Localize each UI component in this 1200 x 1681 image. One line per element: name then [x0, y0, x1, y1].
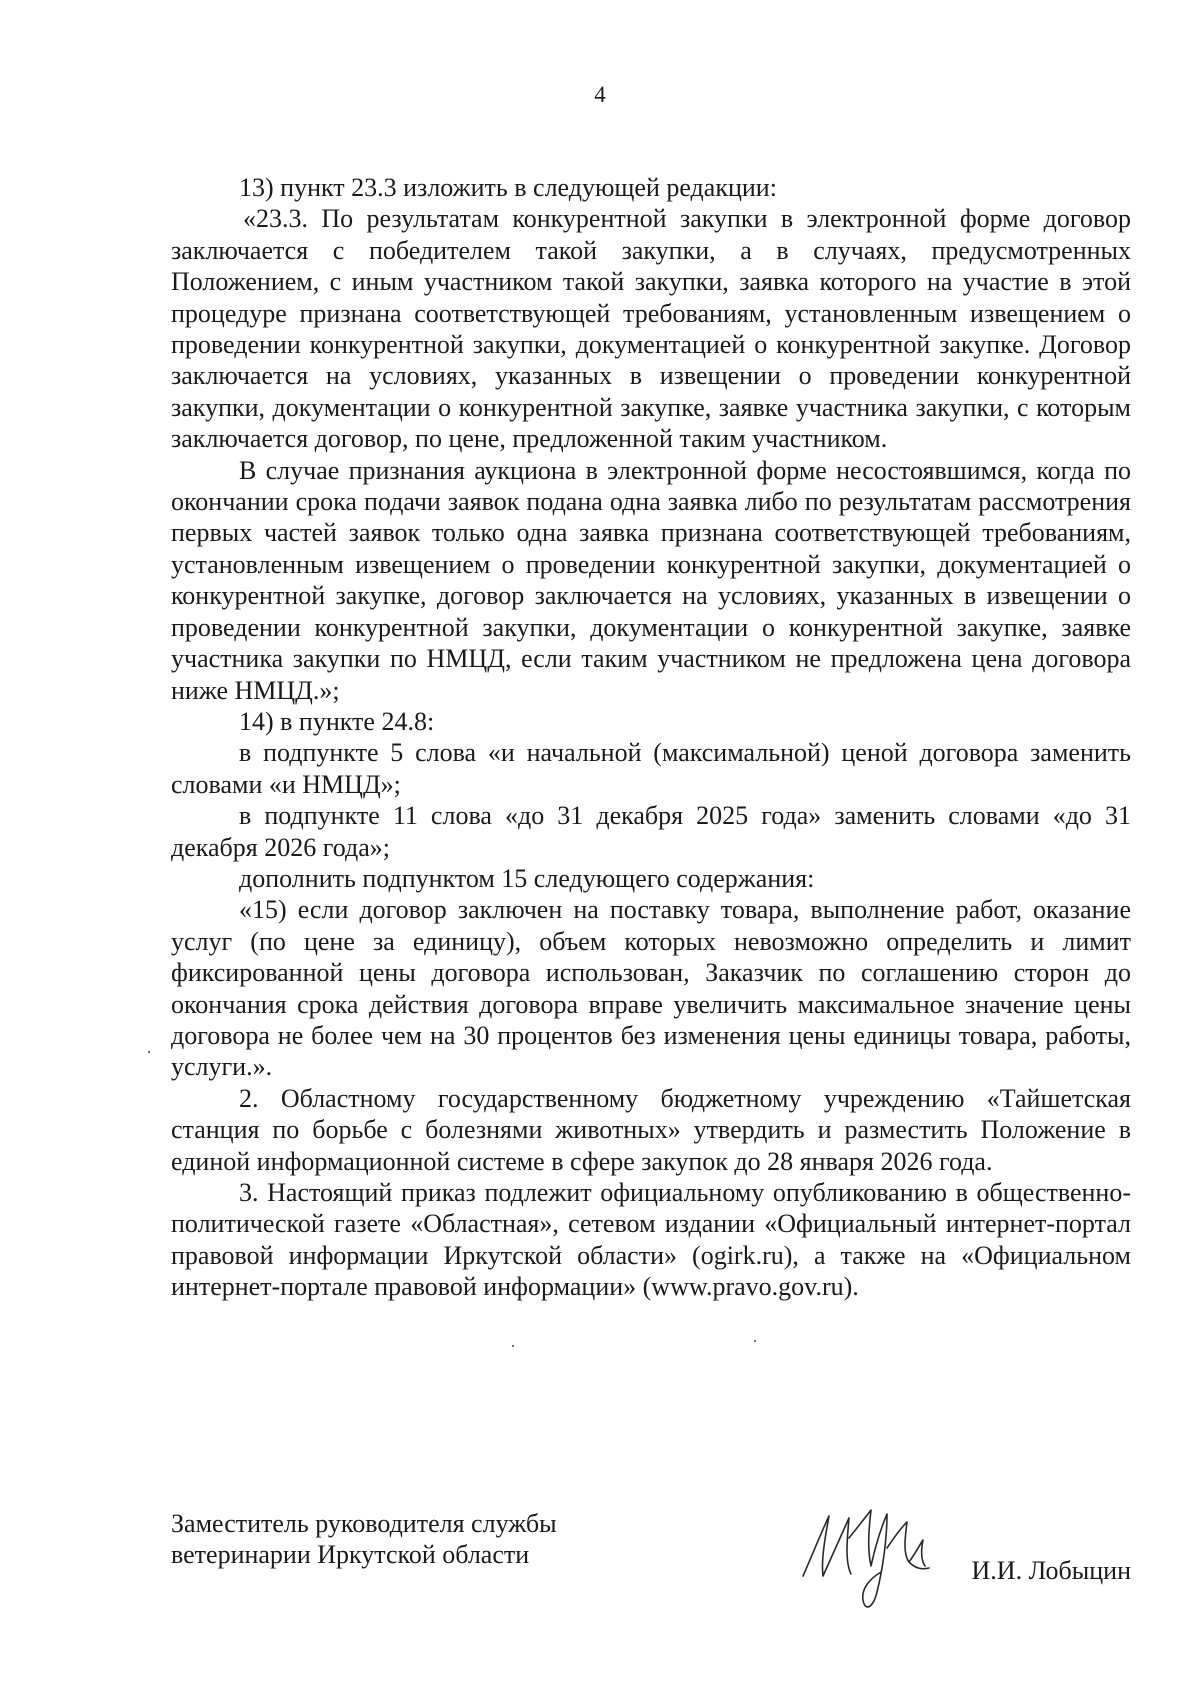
- page-number: 4: [594, 82, 606, 107]
- paragraph-subitem-5: в подпункте 5 слова «и начальной (максимальной) ценой договора заменить словами «и НМЦД»;: [171, 738, 1131, 799]
- signatory-position-line-2: ветеринарии Иркутской области: [171, 1540, 530, 1570]
- paragraph-subitem-11: в подпункте 11 слова «до 31 декабря 2025 года» заменить словами «до 31 декабря 2026 года»;: [171, 801, 1131, 862]
- paragraph-point-3: 3. Настоящий приказ подлежит официальному опубликованию в общественно-политической газете «Областная», сетевом издании «Официальный интернет-портал правовой информации Иркутской области» (ogirk.ru), а также на «Официальном интернет-портале правовой информации» (www.pravo.gov.ru).: [171, 1178, 1131, 1302]
- scan-speck: [512, 1345, 514, 1347]
- paragraph-quote-23-3: «23.3. По результатам конкурентной закупки в электронной форме договор заключается с победителем такой закупки, а в случаях, предусмотренных Положением, с иным участником такой закупки, заявка которого на участие в этой процедуре признана соответствующей требованиям, установленным извещением о проведении конкурентной закупки, документацией о конкурентной закупке. Договор заключается на условиях, указанных в извещении о проведении конкурентной закупки, документации о конкурентной закупке, заявке участника закупки, с которым заключается договор, по цене, предложенной таким участником.: [171, 204, 1131, 454]
- scan-speck: [754, 1340, 756, 1342]
- handwritten-signature: [791, 1488, 941, 1618]
- signatory-position: [171, 1508, 557, 1571]
- document-body: [171, 172, 1131, 1303]
- paragraph-item-14: 14) в пункте 24.8:: [239, 706, 435, 736]
- paragraph-item-13: 13) пункт 23.3 изложить в следующей редакции:: [239, 173, 777, 202]
- paragraph-auction-case: В случае признания аукциона в электронной форме несостоявшимся, когда по окончании срока подачи заявок подана одна заявка либо по результатам рассмотрения первых частей заявок только одна заявка признана соответствующей требованиям, установленным извещением о проведении конкурентной закупки, документацией о конкурентной закупке, договор заключается на условиях, указанных в извещении о проведении конкурентной закупки, документации о конкурентной закупке, заявке участника закупки по НМЦД, если таким участником не предложена цена договора ниже НМЦД.»;: [171, 455, 1131, 705]
- paragraph-subitem-15-text: «15) если договор заключен на поставку товара, выполнение работ, оказание услуг (по цене за единицу), объем которых невозможно определить и лимит фиксированной цены договора использован, Заказчик по соглашению сторон до окончания срока действия договора вправе увеличить максимальное значение цены договора не более чем на 30 процентов без изменения цены единицы товара, работы, услуги.».: [171, 895, 1131, 1082]
- paragraph-add-subitem-15: дополнить подпунктом 15 следующего содержания:: [239, 863, 815, 893]
- signature-block: [171, 1508, 1131, 1618]
- paragraph-point-2: 2. Областному государственному бюджетному учреждению «Тайшетская станция по борьбе с болезнями животных» утвердить и разместить Положение в единой информационной системе в сфере закупок до 28 января 2026 года.: [171, 1083, 1131, 1176]
- signatory-position-line-1: Заместитель руководителя службы: [171, 1509, 557, 1538]
- scan-speck: [148, 1051, 150, 1053]
- signatory-name: И.И. Лобыцин: [971, 1556, 1131, 1585]
